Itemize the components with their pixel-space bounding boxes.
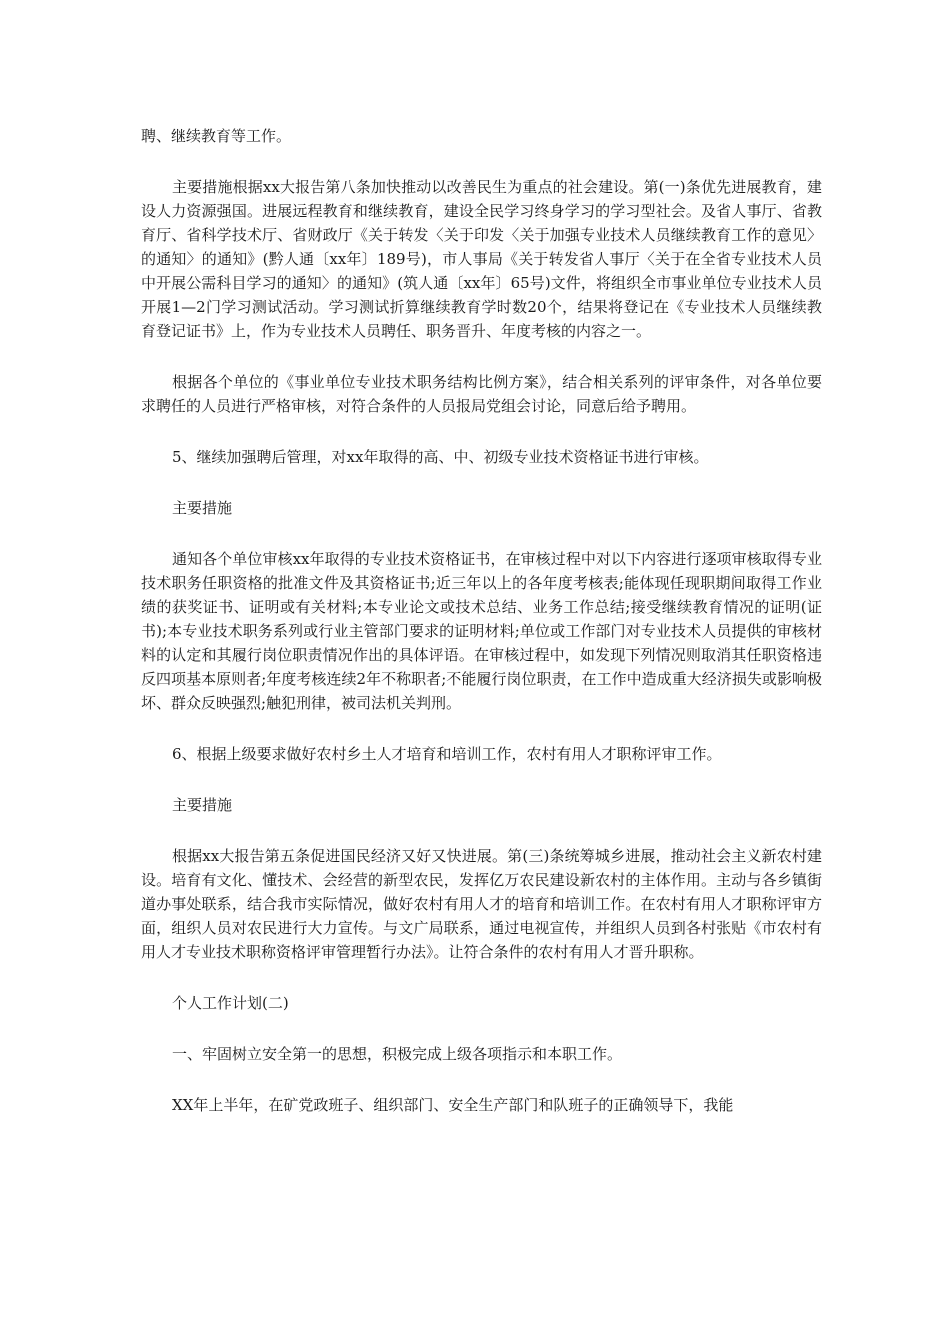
paragraph-certificate-review: 通知各个单位审核xx年取得的专业技术资格证书，在审核过程中对以下内容进行逐项审核取得专业技术职务任职资格的批准文件及其资格证书;近三年以上的各年度考核表;能体现任现职期间取得工作业绩的获奖证书、证明或有关材料;本专业论文或技术总结、业务工作总结;接受继续教育情况的证明(证书);本专业技术职务系列或行业主管部门要求的证明材料;单位或工作部门对专业技术人员提供的审核材料的认定和其履行岗位职责情况作出的具体评语。在审核过程中，如发现下列情况则取消其任职资格违反四项基本原则者;年度考核连续2年不称职者;不能履行岗位职责，在工作中造成重大经济损失或影响极坏、群众反映强烈;触犯刑律，被司法机关判刑。 [141, 550, 822, 712]
paragraph-main-measures-education: 主要措施根据xx大报告第八条加快推动以改善民生为重点的社会建设。第(一)条优先进展教育，建设人力资源强国。进展远程教育和继续教育，建设全民学习终身学习的学习型社会。及省人事厅、省教育厅、省科学技术厅、省财政厅《关于转发〈关于印发〈关于加强专业技术人员继续教育工作的意见〉的通知〉的通知》(黔人通〔xx年〕189号)，市人事局《关于转发省人事厅〈关于在全省专业技术人员中开展公需科目学习的通知〉的通知》(筑人通〔xx年〕65号)文件，将组织全市事业单位专业技术人员开展1—2门学习测试活动。学习测试折算继续教育学时数20个，结果将登记在《专业技术人员继续教育登记证书》上，作为专业技术人员聘任、职务晋升、年度考核的内容之一。 [141, 178, 822, 340]
section-title-work-plan-2: 个人工作计划(二) [172, 994, 289, 1012]
item-5-heading: 5、继续加强聘后管理，对xx年取得的高、中、初级专业技术资格证书进行审核。 [172, 448, 709, 466]
paragraph-appointment-review: 根据各个单位的《事业单位专业技术职务结构比例方案》，结合相关系列的评审条件，对各单位要求聘任的人员进行严格审核，对符合条件的人员报局党组会讨论，同意后给予聘用。 [141, 373, 822, 415]
item-1-heading: 一、牢固树立安全第一的思想，积极完成上级各项指示和本职工作。 [172, 1045, 623, 1063]
subheading-main-measures: 主要措施 [172, 499, 233, 517]
subheading-main-measures-2: 主要措施 [172, 796, 233, 814]
paragraph-rural-talent: 根据xx大报告第五条促进国民经济又好又快进展。第(三)条统筹城乡进展，推动社会主义新农村建设。培育有文化、懂技术、会经营的新型农民，发挥亿万农民建设新农村的主体作用。主动与各乡镇街道办事处联系，结合我市实际情况，做好农村有用人才的培育和培训工作。在农村有用人才职称评审方面，组织人员对农民进行大力宣传。与文广局联系，通过电视宣传，并组织人员到各村张贴《市农村有用人才专业技术职称资格评审管理暂行办法》。让符合条件的农村有用人才晋升职称。 [141, 847, 822, 961]
paragraph-continuation: 聘、继续教育等工作。 [141, 127, 292, 145]
item-6-heading: 6、根据上级要求做好农村乡土人才培育和培训工作，农村有用人才职称评审工作。 [172, 745, 722, 763]
paragraph-first-half-year: XX年上半年，在矿党政班子、组织部门、安全生产部门和队班子的正确领导下，我能 [172, 1096, 734, 1114]
